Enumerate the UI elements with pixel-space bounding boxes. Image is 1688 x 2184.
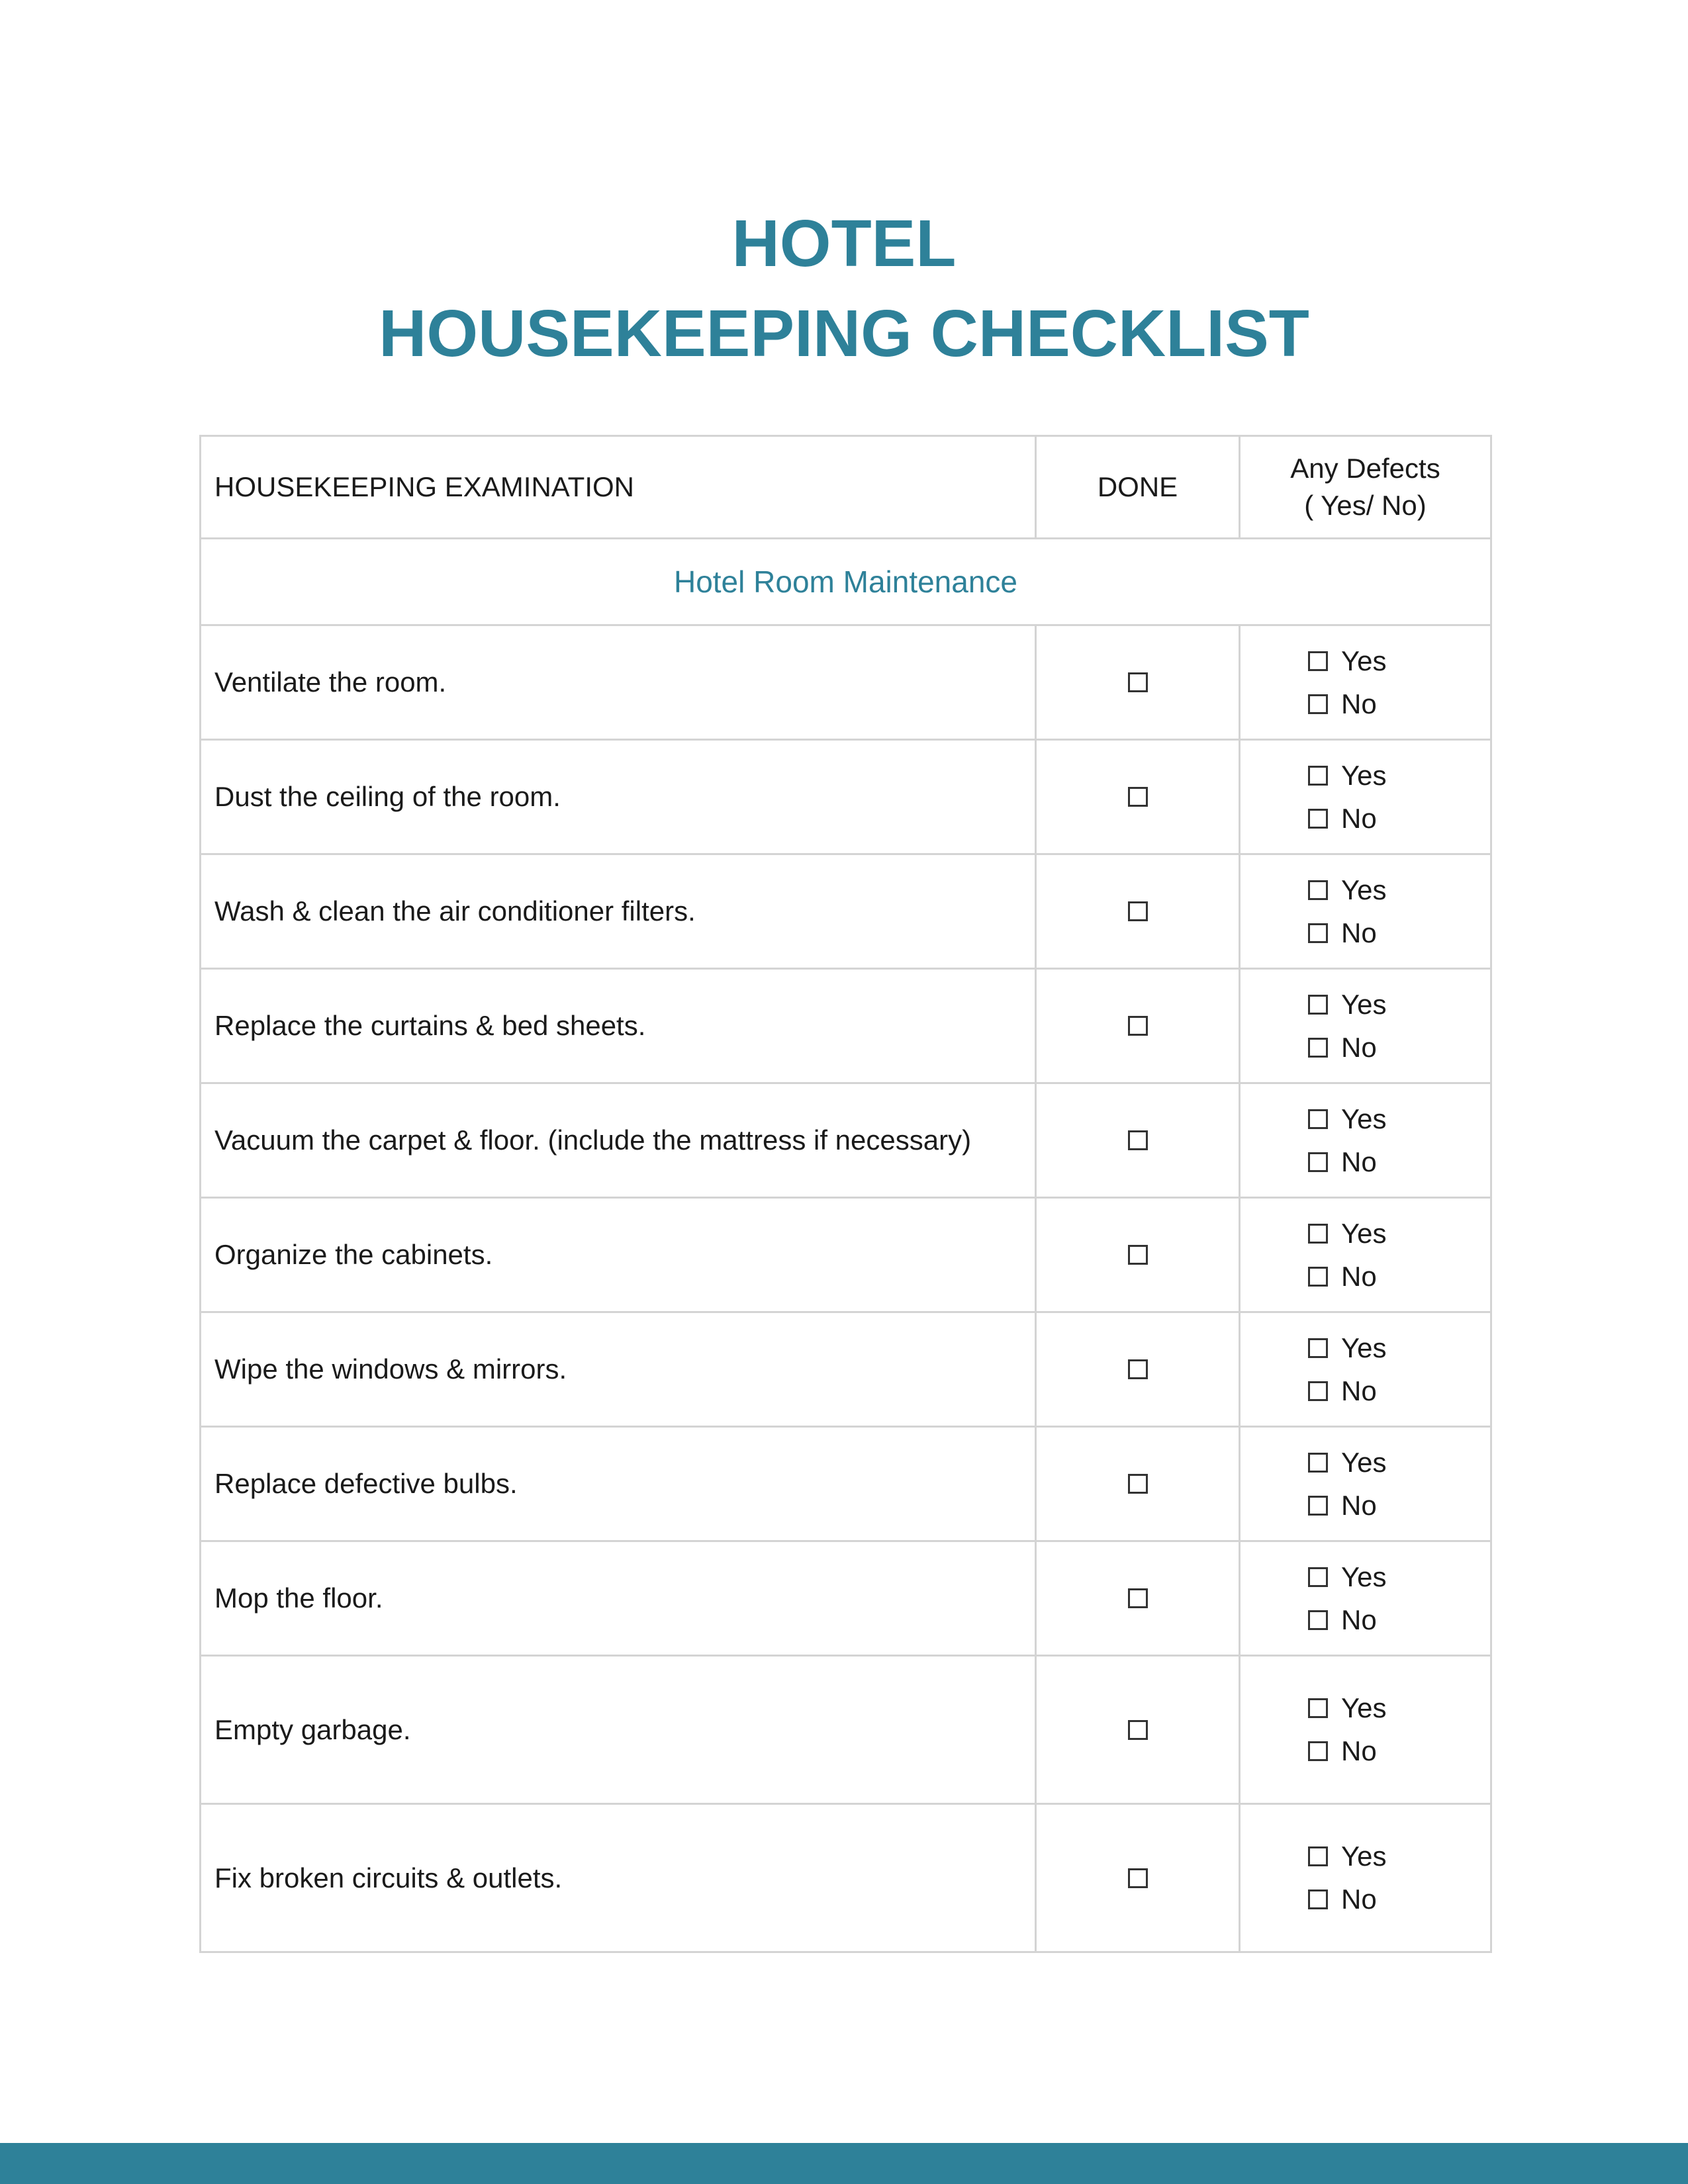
defect-no-option[interactable] — [1308, 797, 1490, 840]
table-row — [201, 1804, 1491, 1952]
task-label: Fix broken circuits & outlets. — [201, 1804, 1036, 1952]
defects-cell — [1240, 1541, 1491, 1656]
table-row — [201, 625, 1491, 740]
no-checkbox-icon[interactable] — [1308, 1741, 1328, 1761]
done-cell — [1036, 1541, 1240, 1656]
yes-label: Yes — [1341, 1841, 1387, 1872]
done-cell — [1036, 1804, 1240, 1952]
done-checkbox-icon[interactable] — [1128, 1720, 1148, 1740]
no-label: No — [1341, 1146, 1377, 1177]
defect-yes-option[interactable] — [1308, 1835, 1490, 1878]
yes-label: Yes — [1341, 1103, 1387, 1134]
no-checkbox-icon[interactable] — [1308, 694, 1328, 714]
yes-label: Yes — [1341, 1561, 1387, 1592]
task-label: Mop the floor. — [201, 1541, 1036, 1656]
defect-no-option[interactable] — [1308, 1878, 1490, 1921]
yes-checkbox-icon[interactable] — [1308, 1338, 1328, 1358]
yes-checkbox-icon[interactable] — [1308, 766, 1328, 786]
yes-label: Yes — [1341, 874, 1387, 905]
no-label: No — [1341, 802, 1377, 834]
yes-checkbox-icon[interactable] — [1308, 1224, 1328, 1244]
table-row — [201, 854, 1491, 969]
task-label: Dust the ceiling of the room. — [201, 740, 1036, 854]
done-cell — [1036, 1083, 1240, 1198]
defect-yes-option[interactable] — [1308, 754, 1490, 797]
table-row — [201, 1541, 1491, 1656]
done-checkbox-icon[interactable] — [1128, 672, 1148, 692]
table-row — [201, 1427, 1491, 1541]
yes-checkbox-icon[interactable] — [1308, 995, 1328, 1015]
task-label: Replace defective bulbs. — [201, 1427, 1036, 1541]
defect-yes-option[interactable] — [1308, 1212, 1490, 1255]
task-label: Vacuum the carpet & floor. (include the mattress if necessary) — [201, 1083, 1036, 1198]
no-label: No — [1341, 1884, 1377, 1915]
defect-yes-option[interactable] — [1308, 1441, 1490, 1484]
no-checkbox-icon[interactable] — [1308, 1610, 1328, 1630]
defect-no-option[interactable] — [1308, 682, 1490, 725]
done-checkbox-icon[interactable] — [1128, 1588, 1148, 1608]
defects-cell — [1240, 740, 1491, 854]
done-cell — [1036, 1427, 1240, 1541]
title-line-1: HOTEL — [731, 206, 957, 281]
section-title: Hotel Room Maintenance — [201, 539, 1491, 625]
yes-checkbox-icon[interactable] — [1308, 1698, 1328, 1718]
no-checkbox-icon[interactable] — [1308, 1381, 1328, 1401]
done-checkbox-icon[interactable] — [1128, 901, 1148, 921]
defect-yes-option[interactable] — [1308, 1555, 1490, 1598]
no-checkbox-icon[interactable] — [1308, 809, 1328, 829]
section-row — [201, 539, 1491, 625]
yes-label: Yes — [1341, 1217, 1387, 1249]
done-cell — [1036, 1312, 1240, 1427]
done-checkbox-icon[interactable] — [1128, 1359, 1148, 1379]
yes-label: Yes — [1341, 988, 1387, 1020]
yes-checkbox-icon[interactable] — [1308, 1846, 1328, 1866]
yes-label: Yes — [1341, 1332, 1387, 1363]
header-defects — [1240, 436, 1491, 539]
done-cell — [1036, 625, 1240, 740]
defects-cell — [1240, 1427, 1491, 1541]
no-checkbox-icon[interactable] — [1308, 1152, 1328, 1172]
yes-checkbox-icon[interactable] — [1308, 1567, 1328, 1587]
yes-label: Yes — [1341, 645, 1387, 676]
yes-label: Yes — [1341, 1446, 1387, 1478]
yes-checkbox-icon[interactable] — [1308, 651, 1328, 671]
defect-yes-option[interactable] — [1308, 1687, 1490, 1730]
no-label: No — [1341, 1375, 1377, 1406]
table-row — [201, 1656, 1491, 1804]
table-row — [201, 1312, 1491, 1427]
defect-no-option[interactable] — [1308, 1598, 1490, 1641]
no-checkbox-icon[interactable] — [1308, 1496, 1328, 1516]
defect-no-option[interactable] — [1308, 1369, 1490, 1412]
header-defects-line-1: Any Defects — [1290, 453, 1440, 484]
task-label: Wipe the windows & mirrors. — [201, 1312, 1036, 1427]
defect-yes-option[interactable] — [1308, 639, 1490, 682]
no-label: No — [1341, 1489, 1377, 1521]
table-row — [201, 969, 1491, 1083]
done-checkbox-icon[interactable] — [1128, 1474, 1148, 1494]
done-cell — [1036, 740, 1240, 854]
yes-label: Yes — [1341, 759, 1387, 791]
defect-yes-option[interactable] — [1308, 1097, 1490, 1140]
title-line-2: HOUSEKEEPING CHECKLIST — [379, 296, 1309, 371]
done-cell — [1036, 1656, 1240, 1804]
defect-yes-option[interactable] — [1308, 1326, 1490, 1369]
defects-cell — [1240, 854, 1491, 969]
defects-cell — [1240, 1083, 1491, 1198]
defect-no-option[interactable] — [1308, 1730, 1490, 1773]
no-label: No — [1341, 1260, 1377, 1292]
yes-checkbox-icon[interactable] — [1308, 1453, 1328, 1473]
yes-label: Yes — [1341, 1692, 1387, 1723]
table-row — [201, 740, 1491, 854]
no-label: No — [1341, 1735, 1377, 1766]
task-label: Ventilate the room. — [201, 625, 1036, 740]
done-cell — [1036, 969, 1240, 1083]
done-cell — [1036, 1198, 1240, 1312]
yes-checkbox-icon[interactable] — [1308, 880, 1328, 900]
header-defects-line-2: ( Yes/ No) — [1304, 490, 1427, 521]
task-label: Organize the cabinets. — [201, 1198, 1036, 1312]
defect-no-option[interactable] — [1308, 1140, 1490, 1183]
done-checkbox-icon[interactable] — [1128, 1245, 1148, 1265]
done-checkbox-icon[interactable] — [1128, 1016, 1148, 1036]
header-done: DONE — [1036, 436, 1240, 539]
defect-no-option[interactable] — [1308, 1255, 1490, 1298]
done-checkbox-icon[interactable] — [1128, 1868, 1148, 1888]
no-label: No — [1341, 1031, 1377, 1063]
table-row — [201, 1198, 1491, 1312]
defects-cell — [1240, 1312, 1491, 1427]
header-task: HOUSEKEEPING EXAMINATION — [201, 436, 1036, 539]
footer-bar — [0, 2143, 1688, 2184]
no-checkbox-icon[interactable] — [1308, 923, 1328, 943]
no-checkbox-icon[interactable] — [1308, 1038, 1328, 1058]
defect-no-option[interactable] — [1308, 1026, 1490, 1069]
no-label: No — [1341, 917, 1377, 948]
no-label: No — [1341, 1604, 1377, 1635]
done-checkbox-icon[interactable] — [1128, 1130, 1148, 1150]
done-cell — [1036, 854, 1240, 969]
defect-no-option[interactable] — [1308, 911, 1490, 954]
defects-cell — [1240, 1656, 1491, 1804]
task-label: Replace the curtains & bed sheets. — [201, 969, 1036, 1083]
defect-no-option[interactable] — [1308, 1484, 1490, 1527]
no-checkbox-icon[interactable] — [1308, 1267, 1328, 1287]
table-row — [201, 1083, 1491, 1198]
header-row — [201, 436, 1491, 539]
defects-cell — [1240, 1804, 1491, 1952]
task-label: Empty garbage. — [201, 1656, 1036, 1804]
checklist-table — [199, 435, 1492, 1953]
defects-cell — [1240, 969, 1491, 1083]
yes-checkbox-icon[interactable] — [1308, 1109, 1328, 1129]
task-label: Wash & clean the air conditioner filters. — [201, 854, 1036, 969]
no-checkbox-icon[interactable] — [1308, 1889, 1328, 1909]
defects-cell — [1240, 625, 1491, 740]
defect-yes-option[interactable] — [1308, 868, 1490, 911]
document-title — [0, 199, 1688, 379]
defect-yes-option[interactable] — [1308, 983, 1490, 1026]
defects-cell — [1240, 1198, 1491, 1312]
done-checkbox-icon[interactable] — [1128, 787, 1148, 807]
no-label: No — [1341, 688, 1377, 719]
